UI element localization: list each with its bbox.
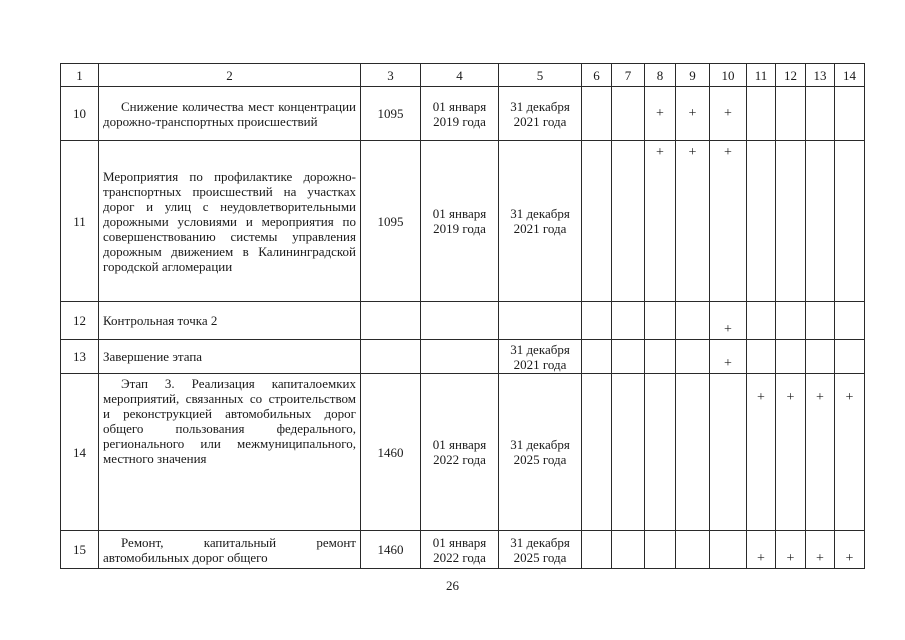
row-description: Мероприятия по профилактике дорожно-транспортных происшествий на участках дорог и улиц с неудовлетворительными дорожными условиями и мероприятия по совершенствованию системы управления дорожным движением в Калининградской городской агломерации [99, 141, 361, 302]
header-cell: 9 [676, 64, 710, 87]
row-end-date: 31 декабря 2025 года [499, 374, 582, 531]
mark-cell: + [835, 531, 865, 569]
mark-cell: + [710, 302, 747, 340]
row-days: 1460 [361, 374, 421, 531]
mark-cell: + [645, 87, 676, 141]
mark-cell: + [747, 374, 776, 531]
mark-cell [835, 340, 865, 374]
header-cell: 12 [776, 64, 806, 87]
mark-cell [776, 141, 806, 302]
row-number: 10 [61, 87, 99, 141]
mark-cell [612, 87, 645, 141]
mark-cell [806, 141, 835, 302]
mark-cell [776, 302, 806, 340]
row-start-date: 01 января 2022 года [421, 531, 499, 569]
mark-cell [806, 87, 835, 141]
mark-cell: + [710, 340, 747, 374]
mark-cell [710, 531, 747, 569]
header-cell: 13 [806, 64, 835, 87]
row-start-date: 01 января 2019 года [421, 141, 499, 302]
row-description: Ремонт, капитальный ремонт автомобильных дорог общего [99, 531, 361, 569]
header-cell: 6 [582, 64, 612, 87]
mark-cell [582, 302, 612, 340]
header-cell: 2 [99, 64, 361, 87]
mark-cell [582, 87, 612, 141]
mark-cell [776, 340, 806, 374]
header-cell: 3 [361, 64, 421, 87]
mark-cell: + [676, 141, 710, 302]
mark-cell [747, 340, 776, 374]
row-description: Этап 3. Реализация капиталоемких мероприятий, связанных со строительством и реконструкцией автомобильных дорог общего пользования федерального, регионального или межмуниципального, местного значения [99, 374, 361, 531]
header-cell: 4 [421, 64, 499, 87]
mark-cell [612, 141, 645, 302]
mark-cell: + [776, 531, 806, 569]
row-end-date: 31 декабря 2021 года [499, 141, 582, 302]
row-description: Снижение количества мест концентрации дорожно-транспортных происшествий [99, 87, 361, 141]
mark-cell [612, 374, 645, 531]
table-row [61, 141, 865, 302]
header-cell: 11 [747, 64, 776, 87]
mark-cell [582, 531, 612, 569]
row-number: 12 [61, 302, 99, 340]
mark-cell: + [806, 531, 835, 569]
mark-cell [612, 340, 645, 374]
mark-cell [676, 374, 710, 531]
row-start-date [421, 302, 499, 340]
mark-cell: + [645, 141, 676, 302]
mark-cell [645, 531, 676, 569]
table-row [61, 87, 865, 141]
header-cell: 5 [499, 64, 582, 87]
table-row [61, 302, 865, 340]
row-number: 15 [61, 531, 99, 569]
row-days: 1095 [361, 87, 421, 141]
mark-cell [776, 87, 806, 141]
page-number: 26 [446, 578, 459, 593]
mark-cell [645, 374, 676, 531]
row-description: Контрольная точка 2 [99, 302, 361, 340]
header-cell: 7 [612, 64, 645, 87]
mark-cell: + [806, 374, 835, 531]
row-end-date [499, 302, 582, 340]
row-days [361, 302, 421, 340]
mark-cell: + [676, 87, 710, 141]
header-cell: 1 [61, 64, 99, 87]
mark-cell [645, 302, 676, 340]
row-end-date: 31 декабря 2021 года [499, 87, 582, 141]
header-row [61, 64, 865, 87]
mark-cell: + [710, 87, 747, 141]
mark-cell [612, 302, 645, 340]
mark-cell [676, 302, 710, 340]
mark-cell [645, 340, 676, 374]
mark-cell [710, 374, 747, 531]
row-start-date: 01 января 2019 года [421, 87, 499, 141]
mark-cell [806, 340, 835, 374]
mark-cell [835, 87, 865, 141]
mark-cell: + [835, 374, 865, 531]
row-number: 11 [61, 141, 99, 302]
mark-cell [612, 531, 645, 569]
mark-cell: + [747, 531, 776, 569]
row-description: Завершение этапа [99, 340, 361, 374]
mark-cell [835, 141, 865, 302]
mark-cell [676, 531, 710, 569]
mark-cell [747, 141, 776, 302]
row-start-date: 01 января 2022 года [421, 374, 499, 531]
mark-cell: + [776, 374, 806, 531]
header-cell: 10 [710, 64, 747, 87]
table-row [61, 374, 865, 531]
mark-cell [676, 340, 710, 374]
schedule-table [60, 63, 865, 569]
row-days: 1460 [361, 531, 421, 569]
mark-cell [747, 87, 776, 141]
header-cell: 8 [645, 64, 676, 87]
mark-cell [582, 141, 612, 302]
row-end-date: 31 декабря 2025 года [499, 531, 582, 569]
table-row [61, 340, 865, 374]
row-end-date: 31 декабря 2021 года [499, 340, 582, 374]
mark-cell [806, 302, 835, 340]
header-cell: 14 [835, 64, 865, 87]
row-number: 13 [61, 340, 99, 374]
mark-cell [582, 340, 612, 374]
mark-cell [582, 374, 612, 531]
mark-cell [747, 302, 776, 340]
row-number: 14 [61, 374, 99, 531]
table-row [61, 531, 865, 569]
mark-cell [835, 302, 865, 340]
row-start-date [421, 340, 499, 374]
row-days: 1095 [361, 141, 421, 302]
row-days [361, 340, 421, 374]
mark-cell: + [710, 141, 747, 302]
